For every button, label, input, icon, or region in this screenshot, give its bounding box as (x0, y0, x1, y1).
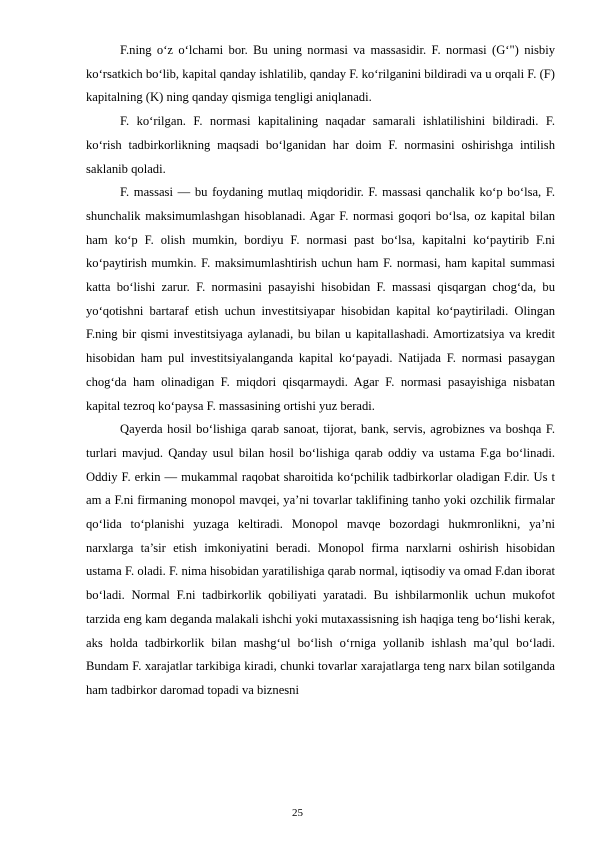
paragraph-norma-samaradorlik: F. ko‘rilgan. F. normasi kapitalining naqadar samarali ishlatilishini bildiradi. F. ko‘rish tadbirkorlikning maqsadi bo‘lganidan har doim F. normasini oshirishga intilish saklanib qoladi. (86, 114, 555, 176)
body-text (86, 39, 555, 703)
paragraph-fyda-massasi: F. massasi — bu foydaning mutlaq miqdoridir. F. massasi qanchalik ko‘p bo‘lsa, F. shunchalik maksimumlashgan hisoblanadi. Agar F. normasi goqori bo‘lsa, oz kapital bilan ham ko‘p F. olish mumkin, bordiyu F. normasi past bo‘lsa, kapitalni ko‘paytirib F.ni ko‘paytirish mumkin. F. maksimumlashtirish uchun ham F. normasi, ham kapital summasi katta bo‘lishi zarur. F. normasini pasayishi hisobidan F. massasi qisqargan chog‘da, bu yo‘qotishni bartaraf etish uchun investitsiyapar hisobidan kapital ko‘paytiriladi. Olingan F.ning bir qismi investitsiyaga aylanadi, bu bilan u kapitallashadi. Amortizatsiya va kredit hisobidan ham pul investitsiyalanganda kapital ko‘payadi. Natijada F. normasi pasaygan chog‘da ham olinadigan F. miqdori qisqarmaydi. Agar F. normasi pasayishiga nisbatan kapital tezroq ko‘paysa F. massasining ortishi yuz beradi. (86, 185, 555, 413)
paragraph-fyda-norma-intro: F.ning o‘z o‘lchami bor. Bu uning normasi va massasidir. F. normasi (G‘") nisbiy ko‘rsatkich bo‘lib, kapital qanday ishlatilib, qanday F. ko‘rilganini bildiradi va u orqali F. (F) kapitalning (K) ning qanday qismiga tengligi aniqlanadi. (86, 43, 555, 105)
page-number: 25 (292, 807, 303, 819)
paragraph-fyda-turlari: Qayerda hosil bo‘lishiga qarab sanoat, tijorat, bank, servis, agrobiznes va boshqa F. turlari mavjud. Qanday usul bilan hosil bo‘lishiga qarab oddiy va ustama F.ga bo‘linadi. Oddiy F. erkin — mukammal raqobat sharoitida ko‘pchilik tadbirkorlar oladigan F.dir. Us t am a F.ni firmaning monopol mavqei, ya’ni tovarlar taklifining tanho yoki ozchilik firmalar qo‘lida to‘planishi yuzaga keltiradi. Monopol mavqe bozordagi hukmronlikni, ya’ni narxlarga ta’sir etish imkoniyatini beradi. Monopol firma narxlarni oshirish hisobidan ustama F. oladi. F. nima hisobidan yaratilishiga qarab normal, iqtisodiy va omad F.dan iborat bo‘ladi. Normal F.ni tadbirkorlik qobiliyati yaratadi. Bu ishbilarmonlik uchun mukofot tarzida eng kam deganda malakali ishchi yoki mutaxassisning ish haqiga teng bo‘lishi kerak, aks holda tadbirkorlik bilan mashg‘ul bo‘lish o‘rniga yollanib ishlash ma’qul bo‘ladi. Bundam F. xarajatlar tarkibiga kiradi, chunki tovarlar xarajatlarga teng narx bilan sotilganda ham tadbirkor daromad topadi va biznesni (86, 422, 555, 697)
